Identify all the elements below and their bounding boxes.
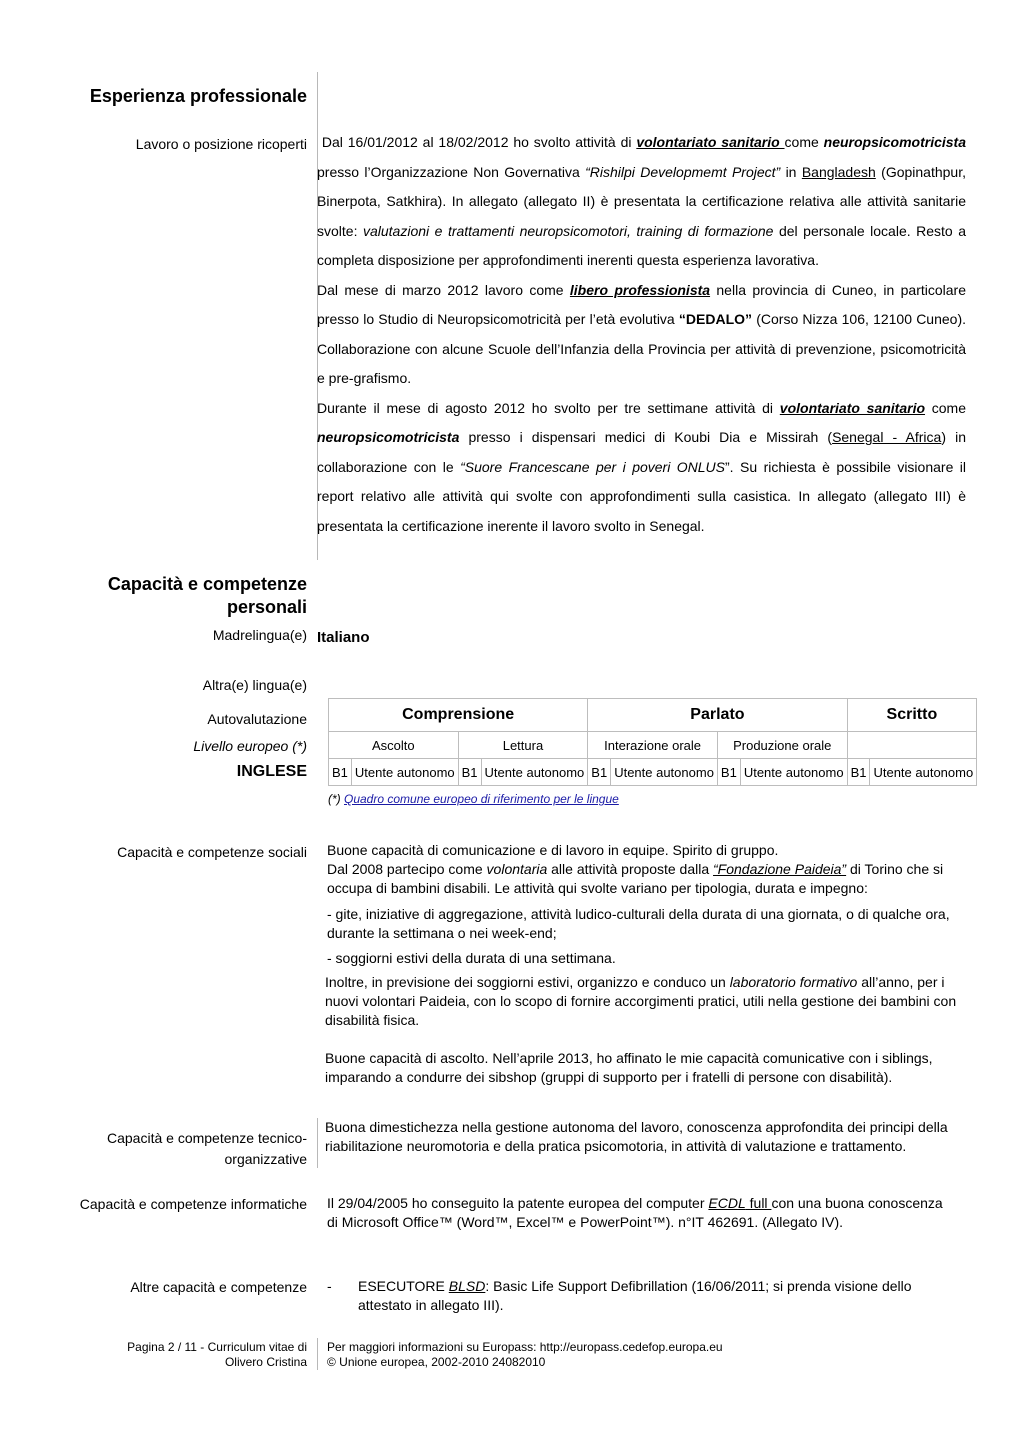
table-group-scritto: Scritto <box>847 699 977 732</box>
level-desc: Utente autonomo <box>481 759 588 786</box>
level-desc: Utente autonomo <box>870 759 977 786</box>
label-other-languages: Altra(e) lingua(e) <box>202 677 307 693</box>
link-blsd: BLSD <box>448 1278 486 1294</box>
link-fondazione-paideia: “Fondazione Paideia” <box>713 861 847 877</box>
it-text: Il 29/04/2005 ho conseguito la patente europea del computer ECDL full con una buona conoscenza di Microsoft Office™ (Word™, Excel™ e PowerPoint™). n°IT 462691. (Allegato IV). <box>327 1195 943 1230</box>
level-desc: Utente autonomo <box>351 759 458 786</box>
label-it-skills: Capacità e competenze informatiche <box>79 1196 307 1212</box>
label-job-position: Lavoro o posizione ricoperti <box>135 136 307 152</box>
label-self-assessment: Autovalutazione <box>207 711 307 727</box>
label-social-skills: Capacità e competenze sociali <box>117 844 307 860</box>
level-desc: Utente autonomo <box>740 759 847 786</box>
label-mother-tongue: Madrelingua(e) <box>212 627 307 643</box>
label-tech-skills: Capacità e competenze tecnico- organizzative <box>107 1130 307 1167</box>
mother-tongue-value: Italiano <box>317 629 370 646</box>
other-text: ESECUTORE BLSD: Basic Life Support Defibrillation (16/06/2011; si prenda visione dello attestato in allegato III). <box>358 1278 912 1313</box>
level-code: B1 <box>458 759 481 786</box>
language-table <box>328 698 977 786</box>
table-sub-empty <box>847 732 977 759</box>
footer-right: Per maggiori informazioni su Europass: http://europass.cedefop.europa.eu © Unione europea, 2002-2010 24082010 <box>327 1340 723 1369</box>
link-volontariato-sanitario: volontariato sanitario <box>636 134 785 150</box>
experience-text <box>317 128 966 541</box>
table-footnote: (*) Quadro comune europeo di riferimento per le lingue <box>328 792 619 806</box>
link-bangladesh: Bangladesh <box>801 163 876 180</box>
section-title-experience: Esperienza professionale <box>89 86 307 106</box>
link-ecdl: ECDL <box>708 1195 746 1211</box>
link-senegal-africa: Senegal - Africa <box>832 429 942 445</box>
social-text-block-1: Buone capacità di comunicazione e di lavoro in equipe. Spirito di gruppo. Dal 2008 partecipo come volontaria alle attività proposte dalla “Fondazione Paideia” di Torino che si occupa di bambini disabili. Le attività qui svolte variano per tipologia, durata e impegno: - gite, iniziative di aggregazione, attività ludico-culturali della durata di una giornata, o di qualche ora, durante la settimana o nei week-end; - soggiorni estivi della durata di una settimana. <box>327 842 950 966</box>
tech-text: Buona dimestichezza nella gestione autonoma del lavoro, conoscenza approfondita dei principi della riabilitazione neuromotoria e della pratica psicomotoria, in attività di valutazione e trattamento. <box>325 1119 948 1154</box>
social-text-block-2: Inoltre, in previsione dei soggiorni estivi, organizzo e conduco un laboratorio formativo all’anno, per i nuovi volontari Paideia, con lo scopo di fornire accorgimenti pratici, utili nella gestione dei bambini con disabilità fisica. Buone capacità di ascolto. Nell’aprile 2013, ho affinato le mie capacità comunicative con i siblings, imparando a condurre dei sibshop (gruppi di supporto per i fratelli di persone con disabilità). <box>325 974 957 1085</box>
level-code: B1 <box>588 759 611 786</box>
table-sub-interazione: Interazione orale <box>588 732 718 759</box>
label-european-level: Livello europeo (*) <box>193 738 307 754</box>
footer-left: Pagina 2 / 11 - Curriculum vitae di Olivero Cristina <box>127 1340 307 1369</box>
level-code: B1 <box>329 759 352 786</box>
link-volontariato-sanitario-2: volontariato sanitario <box>779 399 926 416</box>
level-code: B1 <box>847 759 870 786</box>
level-desc: Utente autonomo <box>611 759 718 786</box>
table-group-parlato: Parlato <box>588 699 847 732</box>
label-other-skills: Altre capacità e competenze <box>130 1279 307 1295</box>
divider-footer <box>317 1338 318 1370</box>
other-dash: - <box>327 1278 332 1294</box>
level-code: B1 <box>717 759 740 786</box>
table-sub-ascolto: Ascolto <box>329 732 459 759</box>
cefr-link[interactable]: Quadro comune europeo di riferimento per le lingue <box>344 792 619 806</box>
table-group-comprensione: Comprensione <box>329 699 588 732</box>
section-title-personal: Capacità e competenze personali <box>107 574 307 617</box>
table-sub-produzione: Produzione orale <box>717 732 847 759</box>
experience-paragraph-1: Dal 16/01/2012 al 18/02/2012 ho svolto attività di volontariato sanitario come neuropsicomotricista presso l’Organizzazione Non Governativa “Rishilpi Developmemt Project” in Bangladesh (Gopinathpur, Binerpota, Satkhira). In allegato (allegato II) è presentata la certificazione relativa alle attività sanitarie svolte: valutazioni e trattamenti neuropsicomotori, training di formazione del personale locale. Resto a completa disposizione per approfondimenti inerenti questa esperienza lavorativa. <box>317 134 967 268</box>
table-sub-lettura: Lettura <box>458 732 588 759</box>
link-libero-professionista: libero professionista <box>569 281 711 298</box>
experience-paragraph-2: Dal mese di marzo 2012 lavoro come libero professionista nella provincia di Cuneo, in particolare presso lo Studio di Neuropsicomotricità per l’età evolutiva “DEDALO” (Corso Nizza 106, 12100 Cuneo). Collaborazione con alcune Scuole dell’Infanzia della Provincia per attività di prevenzione, psicomotricità e pre-grafismo. <box>317 281 966 386</box>
divider-tech <box>317 1118 318 1168</box>
language-name: INGLESE <box>236 763 307 780</box>
experience-paragraph-3: Durante il mese di agosto 2012 ho svolto per tre settimane attività di volontariato sanitario come neuropsicomotricista presso i dispensari medici di Koubi Dia e Missirah (Senegal - Africa) in collaborazione con le “Suore Francescane per i poveri ONLUS”. Su richiesta è possibile visionare il report relativo alle attività qui svolte con approfondimenti sulla casistica. In allegato (allegato III) è presentata la certificazione inerente il lavoro svolto in Senegal. <box>317 399 967 534</box>
